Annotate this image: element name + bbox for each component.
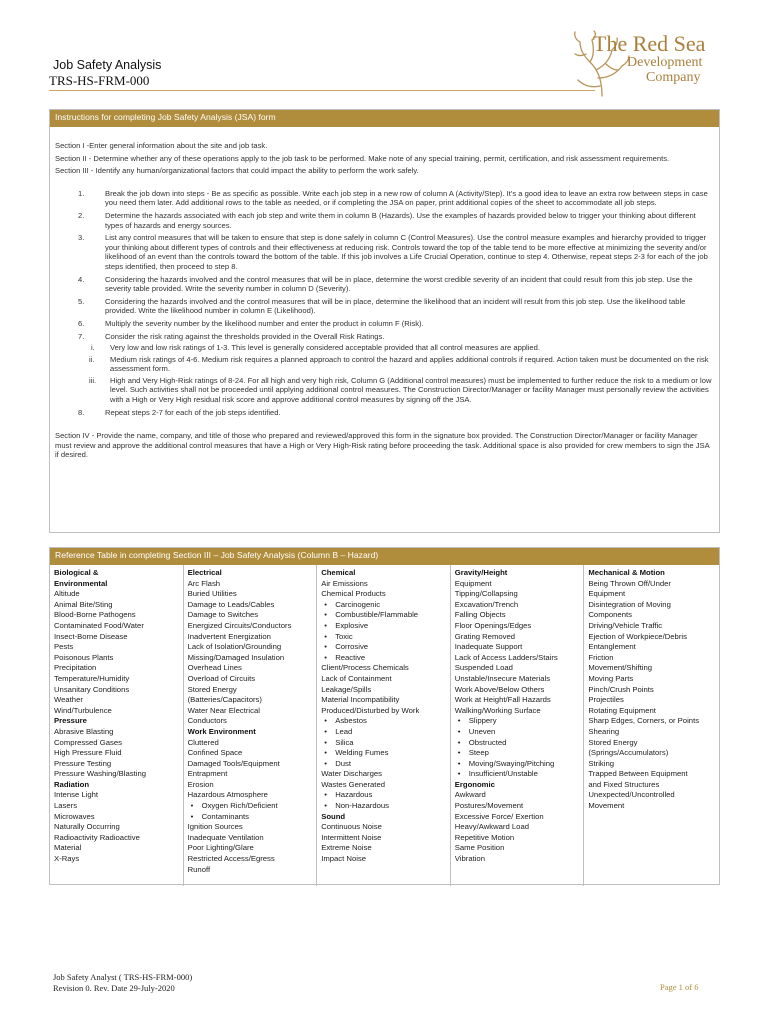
step-text: Break the job down into steps - Be as specific as possible. Write each job step in a new row of column A (Activity/Step). It's a good idea to leave an extra row between steps in case you need them later. Add additional rows to the table as needed, or if completing the JSA on paper, print additional copies of the sheet to accommodate all job steps. [105,188,708,208]
reference-heading: Reference Table in completing Section III – Job Safety Analysis (Column B – Hazard) [50,548,719,565]
step-text: Determine the hazards associated with each job step and write them in column B (Hazards). Use the examples of hazards provided below to trigger your thinking about different types of hazards and energy sources. [105,210,696,230]
hazard-item: Runoff [187,864,211,874]
hazard-item: Conductors [187,716,227,726]
hazard-bullet-item: • Non-Hazardous [321,801,447,812]
hazard-item: Inadvertent Energization [187,631,271,641]
hazard-item: Wastes Generated [321,779,385,789]
hazard-item: Animal Bite/Sting [54,599,113,609]
step-number: 7. [78,331,85,341]
logo-text-line1: The Red Sea [593,31,706,56]
company-logo [572,30,732,100]
step-number: iii. [89,375,97,385]
hazard-item: Walking/Working Surface [454,705,541,715]
hazard-item: Radioactivity Radioactive [54,832,140,842]
hazard-bullet-item: • Slippery [455,716,581,727]
hazard-item: Insect-Borne Disease [54,631,128,641]
hazard-item: High Pressure Fluid [54,748,122,758]
hazard-item: Compressed Gases [54,737,122,747]
section-4-text: Section IV - Provide the name, company, and title of those who prepared and reviewed/approved this form in the signature box provided. The Construction Director/Manager or facility Manager must review and approve the additional control measures that have a High or Very High-Risk rating before proceeding the task. Additional space is also provided for crew members to sign the JSA if desired. [55,431,710,460]
hazard-item: Lack of Isolation/Grounding [187,642,282,652]
hazard-bullet-item: • Uneven [455,727,581,738]
step-text: Consider the risk rating against the thresholds provided in the Overall Risk Ratings. [105,331,385,341]
hazard-item: Movement [588,801,625,811]
hazard-item: (Springs/Accumulators) [588,748,669,758]
hazard-category-heading: Radiation [54,779,90,789]
hazard-item: Lasers [54,801,78,811]
hazard-item: Moving Parts [588,673,634,683]
hazard-item: Impact Noise [321,854,367,864]
hazard-bullet-item: • Hazardous [321,790,447,801]
hazard-bullet-item: • Contaminants [188,812,314,823]
hazard-item: Weather [54,695,83,705]
hazard-item: Entrapment [187,769,228,779]
hazard-item: Arc Flash [187,578,221,588]
step-number: 8. [78,407,85,417]
hazard-item: Ejection of Workpiece/Debris [588,631,687,641]
hazard-category-heading: Sound [321,811,346,821]
hazard-item: Postures/Movement [454,801,524,811]
hazard-item: X-Rays [54,854,80,864]
hazard-item: Unexpected/Uncontrolled [588,790,675,800]
hazard-item: Grating Removed [454,631,516,641]
hazard-item: Material Incompatibility [321,695,400,705]
hazard-item: Continuous Noise [321,822,382,832]
hazard-item: Pinch/Crush Points [588,684,654,694]
hazard-category-heading: Ergonomic [454,779,495,789]
hazard-item: Pressure Testing [54,758,112,768]
step-number: 1. [78,188,85,198]
step-number: 5. [78,296,85,306]
instruction-step [55,275,714,294]
hazard-item: Overload of Circuits [187,673,256,683]
hazard-item: Intermittent Noise [321,832,382,842]
hazard-category-heading: Work Environment [187,726,256,736]
hazard-column [584,565,719,886]
step-number: 6. [78,318,85,328]
hazard-item: Pests [54,642,74,652]
hazard-item: Repetitive Motion [454,832,515,842]
hazard-item: Work Above/Below Others [454,684,545,694]
hazard-category-heading: Chemical [321,568,356,577]
hazard-item: Altitude [54,589,80,599]
instructions-panel [49,109,720,533]
instruction-step [55,332,714,342]
hazard-item: Produced/Disturbed by Work [321,705,420,715]
hazard-item: Overhead Lines [187,663,242,673]
step-number: 3. [78,233,85,243]
hazard-category-heading: Biological & [54,568,99,577]
hazard-item: Pressure Washing/Blasting [54,769,147,779]
step-number: 4. [78,274,85,284]
hazard-item: Leakage/Spills [321,684,372,694]
hazard-item: Naturally Occurring [54,822,120,832]
hazard-item: Tipping/Collapsing [454,589,518,599]
hazard-item: Restricted Access/Egress [187,854,275,864]
instruction-step [55,189,714,208]
hazard-bullet-item: • Dust [321,759,447,770]
hazard-bullet-item: • Oxygen Rich/Deficient [188,801,314,812]
page-number: Page 1 of 6 [660,982,699,992]
hazard-item: Projectiles [588,695,624,705]
step-number: ii. [89,354,95,364]
step-text: Repeat steps 2-7 for each of the job steps identified. [105,407,281,417]
hazard-item: Contaminated Food/Water [54,620,144,630]
section-3-text: Section III - Identify any human/organizational factors that could impact the ability to perform the work safely. [55,166,419,176]
hazard-item: Entanglement [588,642,636,652]
hazard-item: Lack of Access Ladders/Stairs [454,652,558,662]
hazard-item: Excessive Force/ Exertion [454,811,544,821]
document-title: Job Safety Analysis [53,58,162,72]
hazard-bullet-item: • Carcinogenic [321,600,447,611]
section-1-text: Section I -Enter general information about the site and job task. [55,141,268,150]
instruction-substep [55,376,714,405]
hazard-item: Damage to Leads/Cables [187,599,275,609]
hazard-item: Precipitation [54,663,97,673]
hazard-item: Awkward [454,790,486,800]
hazard-item: Water Near Electrical [187,705,260,715]
hazard-item: Disintegration of Moving [588,599,671,609]
step-text: High and Very High-Risk ratings of 8-24. For all high and very high risk, Column G (Additional control measures) must be implemented to further reduce the risk to a medium or low level. Such activities shall not be proceeded until applying additional control measures. The Construction Director/Manager or facility Manager must personally review the activities with a High or Very High residual risk score and approve additional control measures by signing off the JSA. [110,375,712,405]
hazard-column [50,565,184,886]
hazard-item: Unsanitary Conditions [54,684,130,694]
hazard-item: Inadequate Ventilation [187,832,264,842]
hazard-bullet-item: • Reactive [321,653,447,664]
instruction-step [55,297,714,316]
hazard-item: Erosion [187,779,214,789]
hazard-bullet-item: • Silica [321,738,447,749]
hazard-category-heading: Environmental [54,578,108,588]
logo-text-line3: Company [646,70,701,85]
hazard-item: Client/Process Chemicals [321,663,409,673]
hazard-item: Falling Objects [454,610,506,620]
hazard-item: Intense Light [54,790,99,800]
hazard-item: Water Discharges [321,769,382,779]
logo-text-line2: Development [627,55,703,70]
hazard-item: Stored Energy [187,684,237,694]
hazard-bullet-item: • Obstructed [455,738,581,749]
hazard-item: Poisonous Plants [54,652,114,662]
hazard-columns [50,565,719,886]
hazard-item: Missing/Damaged Insulation [187,652,285,662]
hazard-category-heading: Mechanical & Motion [588,568,665,577]
hazard-item: Microwaves [54,811,95,821]
hazard-reference-table [49,547,720,885]
hazard-item: Same Position [454,843,505,853]
hazard-item: Wind/Turbulence [54,705,112,715]
hazard-bullet-item: • Corrosive [321,642,447,653]
hazard-item: Movement/Shifting [588,663,653,673]
hazard-item: Trapped Between Equipment [588,769,688,779]
hazard-item: Work at Height/Fall Hazards [454,695,551,705]
hazard-item: Sharp Edges, Corners, or Points [588,716,700,726]
hazard-item: Heavy/Awkward Load [454,822,529,832]
instruction-step [55,319,714,329]
hazard-item: Driving/Vehicle Traffic [588,620,663,630]
hazard-bullet-item: • Moving/Swaying/Pitching [455,759,581,770]
hazard-item: Extreme Noise [321,843,372,853]
hazard-item: Suspended Load [454,663,513,673]
hazard-item: (Batteries/Capacitors) [187,695,262,705]
hazard-item: Being Thrown Off/Under [588,578,671,588]
hazard-bullet-item: • Explosive [321,621,447,632]
hazard-item: Cluttered [187,737,219,747]
hazard-item: Inadequate Support [454,642,523,652]
hazard-item: Rotating Equipment [588,705,656,715]
hazard-item: Blood-Borne Pathogens [54,610,136,620]
instruction-steps [55,189,714,417]
section-2-text: Section II - Determine whether any of these operations apply to the job task to be performed. Make note of any special training, permit, certification, and risk assessment requirements. [55,153,670,163]
header-divider [49,90,595,91]
hazard-category-heading: Electrical [187,568,222,577]
hazard-item: Buried Utilities [187,589,237,599]
step-number: i. [91,343,95,353]
document-code: TRS-HS-FRM-000 [49,73,150,88]
instruction-substep [55,343,714,353]
hazard-bullet-item: • Welding Fumes [321,748,447,759]
step-text: Considering the hazards involved and the control measures that will be in place, determine the likelihood that an incident will result from this job step. Use the likelihood table provided. Write the likelihood number in column E (Likelihood). [105,296,686,316]
hazard-item: Poor Lighting/Glare [187,843,254,853]
step-text: Considering the hazards involved and the control measures that will be in place, determine the worst credible severity of an incident that could result from this job step. Use the severity table provided. Write the severity number in column D (Severity). [105,274,693,294]
hazard-item: Floor Openings/Edges [454,620,532,630]
step-text: List any control measures that will be taken to ensure that step is done safely in column C (Control Measures). Use the control measure examples and hierarchy provided to trigger your thinking about different types of controls and their effectiveness at reducing risk. Controls toward the top of the table tend to be more effective at minimizing the severity and/or likelihood of an event than the controls toward the bottom of the table. If this job involves a Life Crucial Operation, continue to step 4. Otherwise, repeat steps 2-3 for each of the job steps identified, then proceed to step 8. [105,233,708,271]
hazard-bullet-item: • Toxic [321,632,447,643]
hazard-item: Striking [588,758,615,768]
step-text: Very low and low risk ratings of 1-3. This level is generally considered acceptable provided that all control measures are applied. [110,343,540,353]
hazard-bullet-item: • Steep [455,748,581,759]
hazard-item: Components [588,610,632,620]
hazard-item: Lack of Containment [321,673,392,683]
instruction-step [55,408,714,418]
instruction-step [55,233,714,271]
hazard-column [451,565,585,886]
hazard-item: Temperature/Humidity [54,673,130,683]
hazard-item: Unstable/Insecure Materials [454,673,551,683]
hazard-item: Air Emissions [321,578,368,588]
hazard-bullet-item: • Insufficient/Unstable [455,769,581,780]
instruction-step [55,211,714,230]
instruction-substep [55,355,714,374]
hazard-category-heading: Gravity/Height [454,568,508,577]
hazard-bullet-item: • Asbestos [321,716,447,727]
hazard-item: Friction [588,652,614,662]
hazard-item: and Fixed Structures [588,779,660,789]
hazard-item: Confined Space [187,748,243,758]
hazard-column [317,565,451,886]
hazard-item: Material [54,843,82,853]
hazard-item: Vibration [454,854,485,864]
instructions-heading: Instructions for completing Job Safety Analysis (JSA) form [50,110,719,127]
hazard-item: Hazardous Atmosphere [187,790,268,800]
hazard-item: Stored Energy [588,737,638,747]
step-text: Medium risk ratings of 4-6. Medium risk requires a planned approach to control the hazard and applies additional controls if required. Action taken must be documented on the risk assessment form. [110,354,709,374]
hazard-item: Damage to Switches [187,610,259,620]
hazard-item: Equipment [454,578,492,588]
hazard-bullet-item: • Combustible/Flammable [321,610,447,621]
hazard-bullet-item: • Lead [321,727,447,738]
hazard-item: Excavation/Trench [454,599,519,609]
step-number: 2. [78,210,85,220]
hazard-item: Energized Circuits/Conductors [187,620,292,630]
hazard-item: Equipment [588,589,626,599]
step-text: Multiply the severity number by the likelihood number and enter the product in column F (Risk). [105,318,424,328]
hazard-item: Shearing [588,726,620,736]
footer-revision: Revision 0. Rev. Date 29-July-2020 [53,983,175,993]
hazard-column [184,565,318,886]
hazard-item: Ignition Sources [187,822,243,832]
footer-doc-ref: Job Safety Analyst ( TRS-HS-FRM-000) [53,972,193,982]
hazard-item: Abrasive Blasting [54,726,114,736]
hazard-item: Chemical Products [321,589,386,599]
hazard-item: Damaged Tools/Equipment [187,758,280,768]
hazard-category-heading: Pressure [54,716,87,726]
